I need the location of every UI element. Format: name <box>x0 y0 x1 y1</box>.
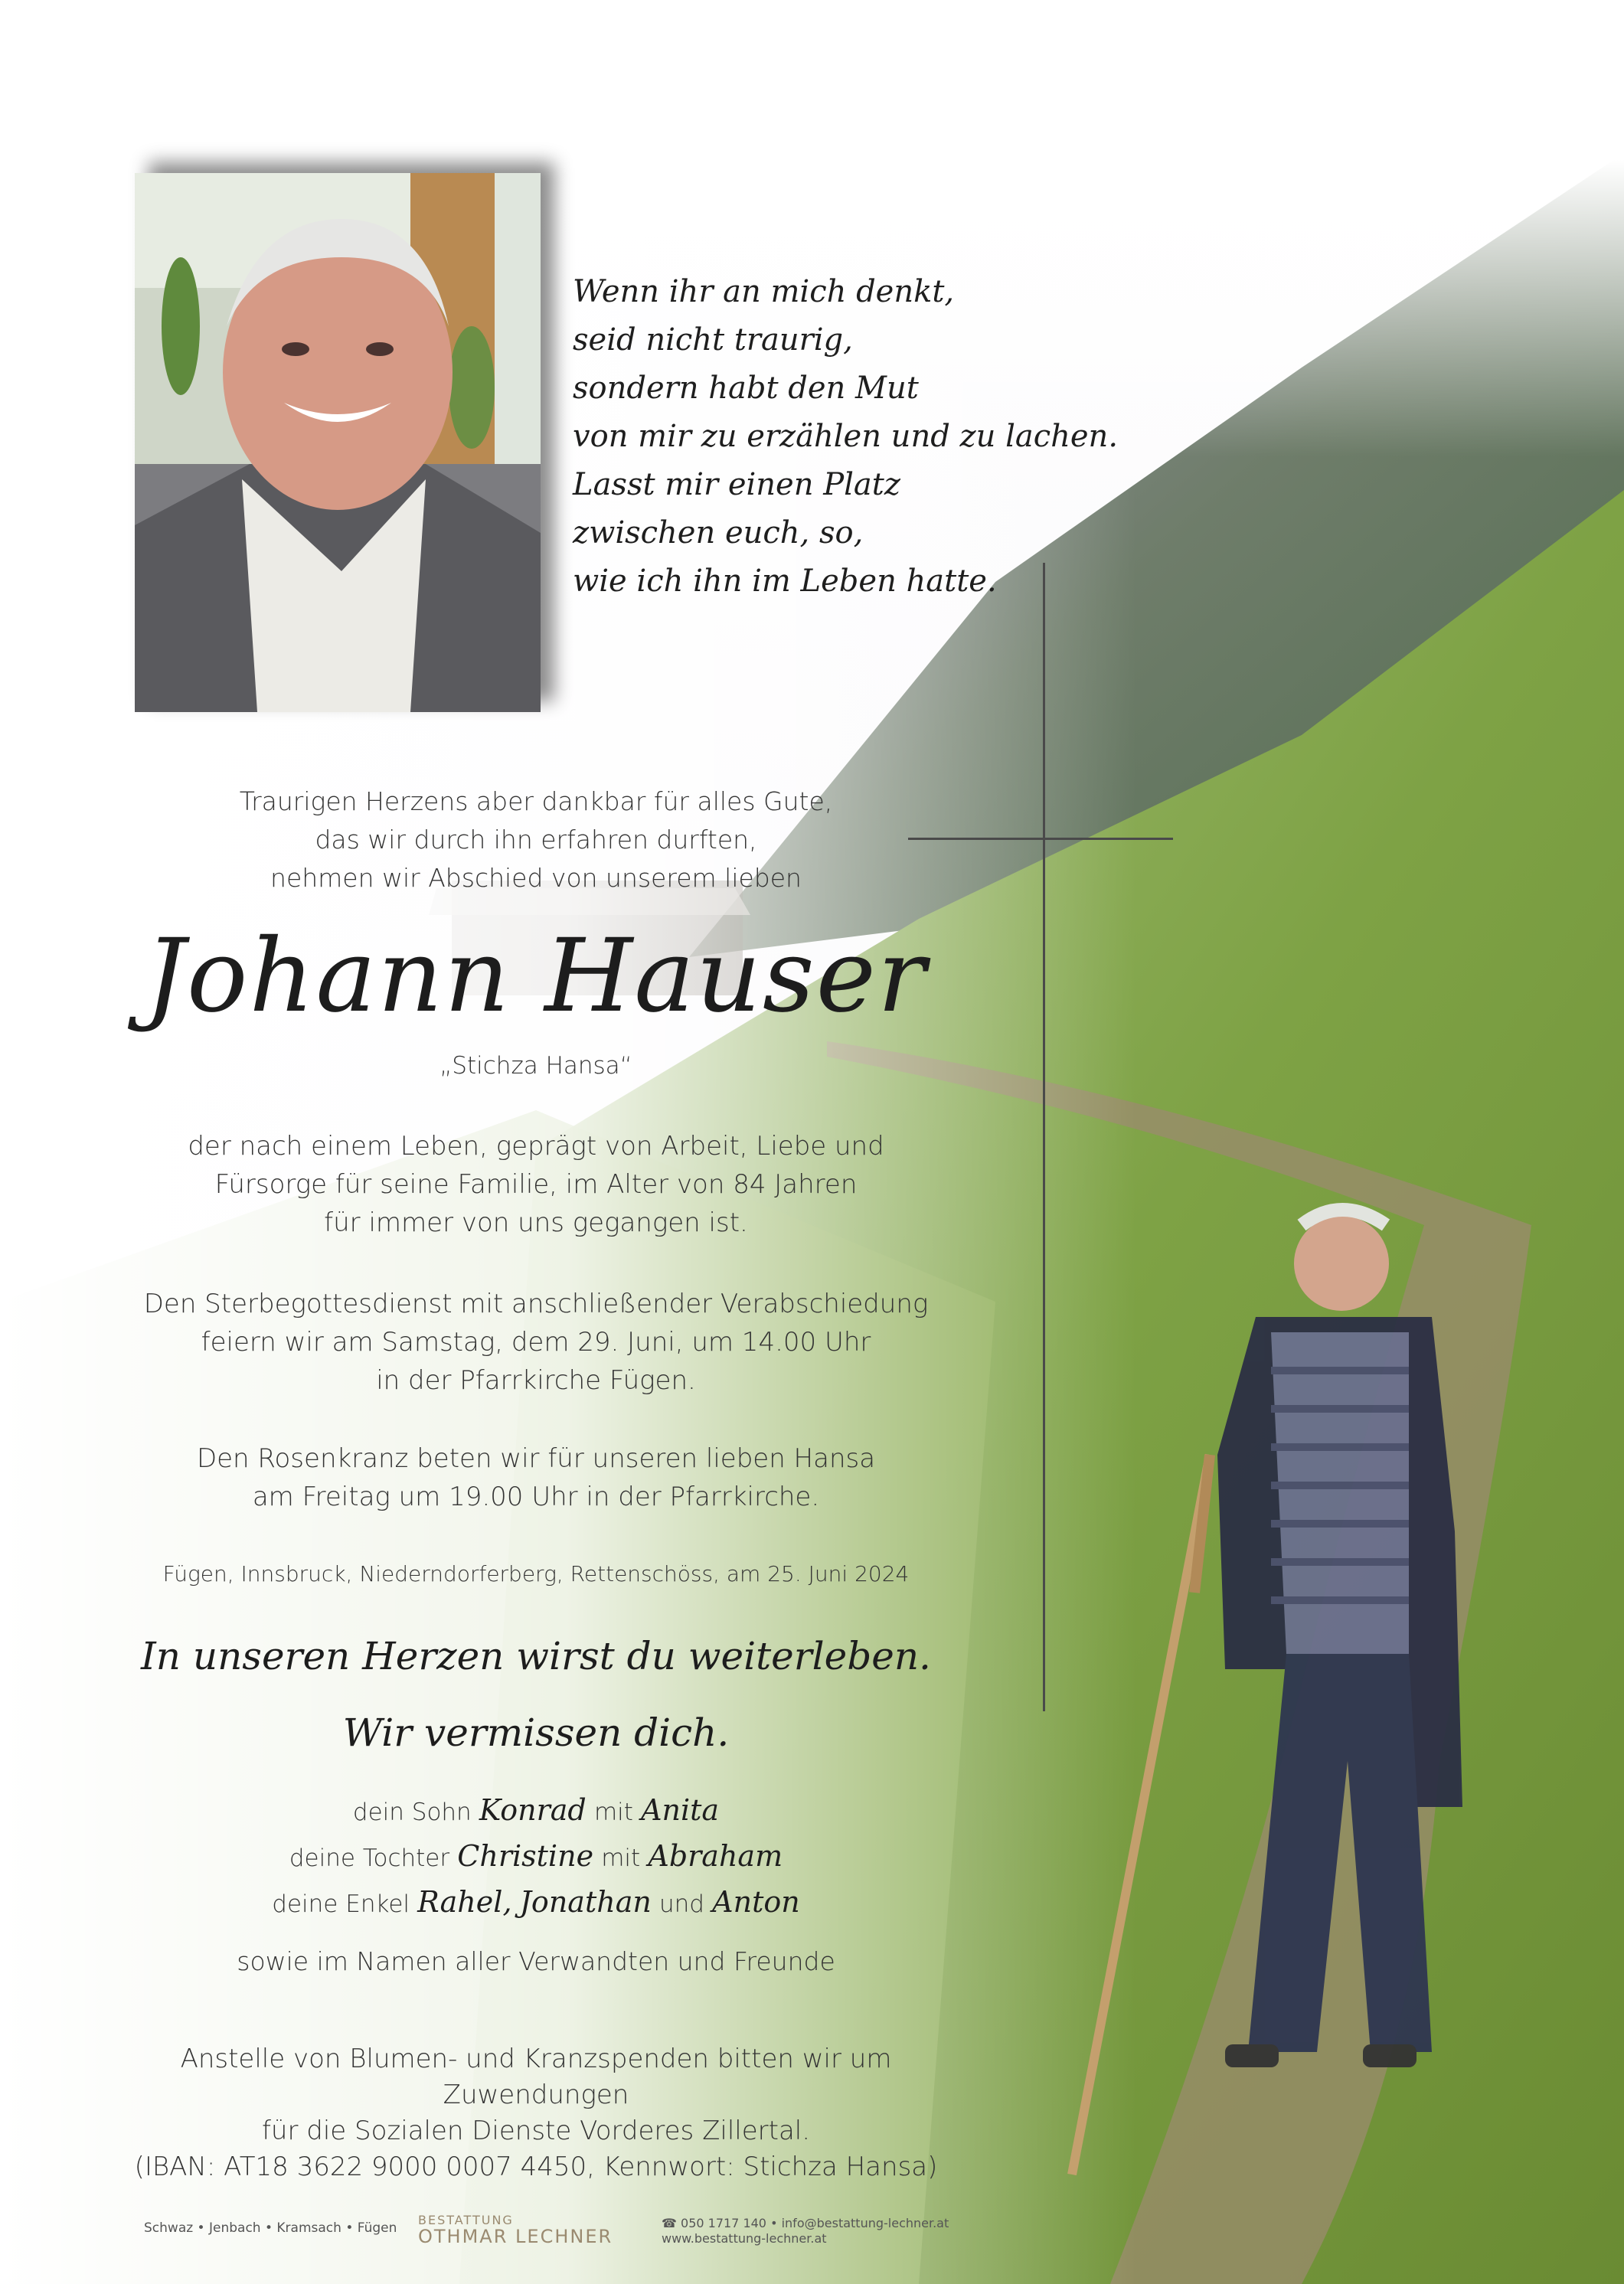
place-date: Fügen, Innsbruck, Niederndorferberg, Rettenschöss, am 25. Juni 2024 <box>162 1561 910 1586</box>
body-line: für immer von uns gegangen ist. <box>324 1207 748 1238</box>
family-connector: und <box>659 1890 704 1918</box>
funeral-service-paragraph <box>115 1285 957 1400</box>
quote-line: Lasst mir einen Platz <box>573 467 900 502</box>
deceased-name: Johann Hauser <box>145 917 927 1035</box>
quote-line: seid nicht traurig, <box>573 322 853 358</box>
body-line: feiern wir am Samstag, dem 29. Juni, um 14.00 Uhr <box>201 1327 871 1358</box>
family-connector: mit <box>601 1845 641 1872</box>
body-line: der nach einem Leben, geprägt von Arbeit, Liebe und <box>188 1131 884 1162</box>
footer-contact <box>662 2216 949 2246</box>
footer-towns: Schwaz • Jenbach • Kramsach • Fügen <box>144 2220 397 2236</box>
donation-line: (IBAN: AT18 3622 9000 0007 4450, Kennwort: Stichza Hansa) <box>134 2152 938 2182</box>
intro-line: Traurigen Herzens aber dankbar für alles Gute, <box>239 786 833 816</box>
donation-line: für die Sozialen Dienste Vorderes Zillertal. <box>261 2116 811 2146</box>
family-row <box>115 1880 957 1926</box>
quote-line: von mir zu erzählen und zu lachen. <box>573 419 1119 454</box>
donation-line: Anstelle von Blumen- und Kranzspenden bitten wir um Zuwendungen <box>180 2044 892 2110</box>
intro-text <box>115 783 957 897</box>
family-relation: deine Enkel <box>272 1890 410 1918</box>
family-relation: deine Tochter <box>289 1845 450 1872</box>
contact-website: www.bestattung-lechner.at <box>662 2231 827 2246</box>
body-line: Den Sterbegottesdienst mit anschließender Verabschiedung <box>143 1289 929 1319</box>
donation-request <box>107 2041 965 2185</box>
quote-line: zwischen euch, so, <box>573 515 864 551</box>
portrait-photo <box>135 173 541 712</box>
intro-line: das wir durch ihn erfahren durften, <box>315 825 757 854</box>
family-name: Anton <box>712 1885 800 1919</box>
family-name: Rahel, <box>417 1885 512 1919</box>
body-line: Fürsorge für seine Familie, im Alter von 84 Jahren <box>214 1169 858 1200</box>
contact-phone-email: ☎ 050 1717 140 • info@bestattung-lechner.at <box>662 2216 949 2230</box>
logo-subtitle: BESTATTUNG <box>418 2213 514 2227</box>
life-paragraph <box>115 1127 957 1242</box>
quote-line: sondern habt den Mut <box>573 371 919 406</box>
cross-vertical-bar <box>1043 563 1045 1711</box>
family-relation: dein Sohn <box>352 1799 472 1826</box>
family-name: Konrad <box>479 1793 587 1827</box>
family-row <box>115 1789 957 1835</box>
body-line: in der Pfarrkirche Fügen. <box>376 1365 696 1396</box>
body-line: Den Rosenkranz beten wir für unseren lieben Hansa <box>196 1443 876 1474</box>
funeral-home-logo <box>418 2213 613 2247</box>
hearts-line-2: Wir vermissen dich. <box>342 1711 730 1755</box>
deceased-nickname: „Stichza Hansa“ <box>439 1052 632 1080</box>
family-name: Jonathan <box>519 1885 652 1919</box>
logo-title: OTHMAR LECHNER <box>418 2226 613 2247</box>
family-name: Christine <box>457 1839 594 1873</box>
relatives-line: sowie im Namen aller Verwandten und Freunde <box>237 1946 835 1976</box>
hearts-line-1: In unseren Herzen wirst du weiterleben. <box>141 1634 931 1678</box>
family-name: Anita <box>641 1793 720 1827</box>
rosary-paragraph <box>115 1439 957 1516</box>
body-line: am Freitag um 19.00 Uhr in der Pfarrkirche. <box>252 1482 820 1512</box>
family-row <box>115 1835 957 1880</box>
memorial-quote <box>573 268 1155 606</box>
intro-line: nehmen wir Abschied von unserem lieben <box>270 863 802 893</box>
quote-line: wie ich ihn im Leben hatte. <box>573 564 997 599</box>
family-connector: mit <box>593 1799 633 1826</box>
family-list <box>115 1789 957 1926</box>
family-name: Abraham <box>648 1839 783 1873</box>
quote-line: Wenn ihr an mich denkt, <box>573 274 955 309</box>
